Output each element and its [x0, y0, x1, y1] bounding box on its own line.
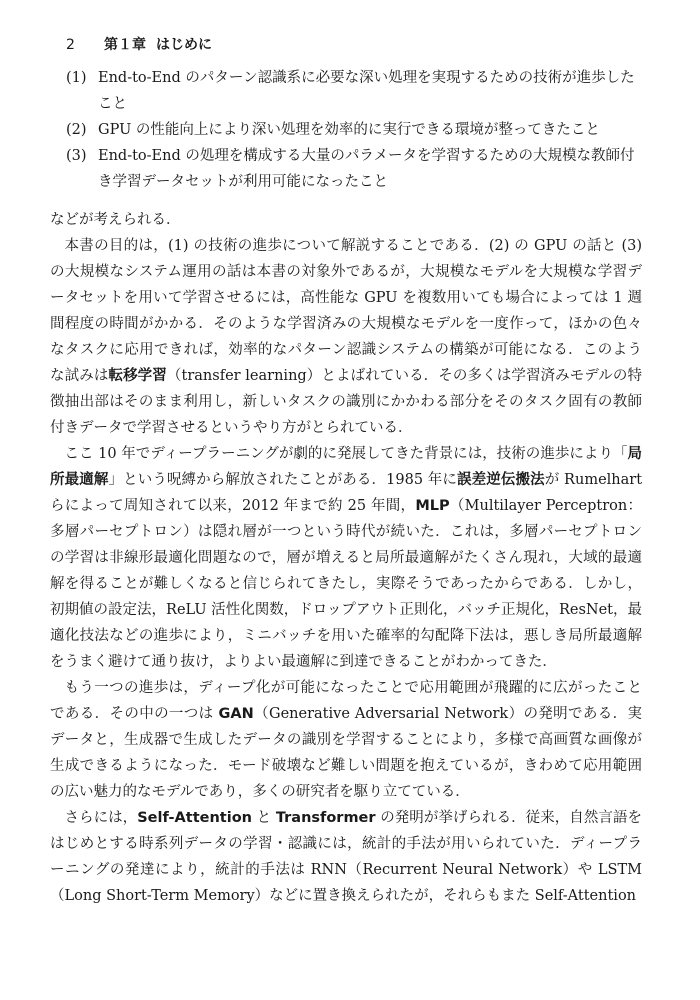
chapter-title: はじめに	[156, 37, 212, 53]
enumerated-list	[66, 65, 646, 195]
body-text	[50, 207, 642, 909]
page-number: 2	[66, 37, 75, 53]
list-item-label: (1)	[66, 70, 87, 86]
running-header	[66, 34, 212, 54]
list-item-text: End-to-End のパターン認識系に必要な深い処理を実現するための技術が進歩したこと	[98, 70, 635, 112]
key-term: 局所最適解	[50, 446, 642, 488]
chapter-label: 第１章	[104, 37, 146, 53]
paragraph-text: の発明が挙げられる．従来，自然言語をはじめとする時系列データの学習・認識には，統計的手法が用いられていた．ディープラーニングの発達により，統計的手法は RNN（Recurrent Neural Network）や LSTM（Long Short-Term Memory）などに置き換えられたが，それらもまた Self-Attention	[50, 810, 642, 904]
paragraph-text: さらには，	[64, 810, 138, 826]
list-item-label: (3)	[66, 148, 87, 164]
paragraph-text: と	[251, 810, 276, 826]
paragraph-text: （transfer learning）とよばれている．その多くは学習済みモデルの特徴抽出部はそのまま利用し，新しいタスクの識別にかかわる部分をそのタスク固有の教師付きデータで学習させるというやり方がとられている．	[50, 368, 643, 436]
paragraph-text: もう一つの進歩は，ディープ化が可能になったことで応用範囲が飛躍的に広がったことである．その中の一つは	[50, 680, 642, 722]
list-item	[66, 65, 646, 117]
key-term: MLP	[415, 498, 450, 514]
paragraph-continuation: などが考えられる．	[50, 212, 181, 228]
paragraph-purpose	[50, 233, 642, 441]
key-term: 転移学習	[108, 368, 167, 384]
paragraph-text: （Generative Adversarial Network）の発明である．実データと，生成器で生成したデータの識別を学習することにより，多様で高画質な画像が生成できるようになった．モード破壊など難しい問題を抱えているが，きわめて応用範囲の広い魅力的なモデルであり，多くの研究者を駆り立てている．	[50, 706, 643, 800]
key-term: Transformer	[275, 810, 376, 826]
list-item-text: GPU の性能向上により深い処理を効率的に実行できる環境が整ってきたこと	[98, 122, 600, 138]
paragraph-text: （Multilayer Perceptron：多層パーセプトロン）は隠れ層が一つという時代が続いた．これは，多層パーセプトロンの学習は非線形最適化問題なので，層が増えると局所最適解がたくさん現れ，大域的最適解を得ることが難しくなると信じられてきたし，実際そうであったからである．しかし，初期値の設定法，ReLU 活性化関数，ドロップアウト正則化，バッチ正規化，ResNet，最適化技法などの進歩により，ミニバッチを用いた確率的勾配降下法は，悪しき局所最適解をうまく避けて通り抜け，よりよい最適解に到達できることがわかってきた．	[50, 498, 643, 670]
key-term: GAN	[218, 706, 254, 722]
list-item	[66, 117, 646, 143]
paragraph-background	[50, 441, 642, 675]
paragraph-text: 」という呪縛から解放されたことがある．1985 年に	[108, 472, 458, 488]
list-item-text: End-to-End の処理を構成する大量のパラメータを学習するための大規模な教師付き学習データセットが利用可能になったこと	[98, 148, 635, 190]
list-item-label: (2)	[66, 122, 87, 138]
paragraph-transformer	[50, 805, 642, 909]
paragraph-text: が Rumelhart らによって周知されて以来，2012 年まで約 25 年間，	[50, 472, 643, 514]
key-term: Self-Attention	[137, 810, 252, 826]
key-term: 誤差逆伝搬法	[457, 472, 545, 488]
paragraph-gan	[50, 675, 642, 805]
list-item	[66, 143, 646, 195]
paragraph-text: ここ 10 年でディープラーニングが劇的に発展してきた背景には，技術の進歩により「	[64, 446, 628, 462]
paragraph-text: 本書の目的は，(1) の技術の進歩について解説することである．(2) の GPU の話と (3) の大規模なシステム運用の話は本書の対象外であるが，大規模なモデルを大規模な学習データセットを用いて学習させるには，高性能な GPU を複数用いても場合によっては 1 週間程度の時間がかかる．そのような学習済みの大規模なモデルを一度作って，ほかの色々なタスクに応用できれば，効率的なパターン認識システムの構築が可能になる．このような試みは	[50, 238, 642, 384]
